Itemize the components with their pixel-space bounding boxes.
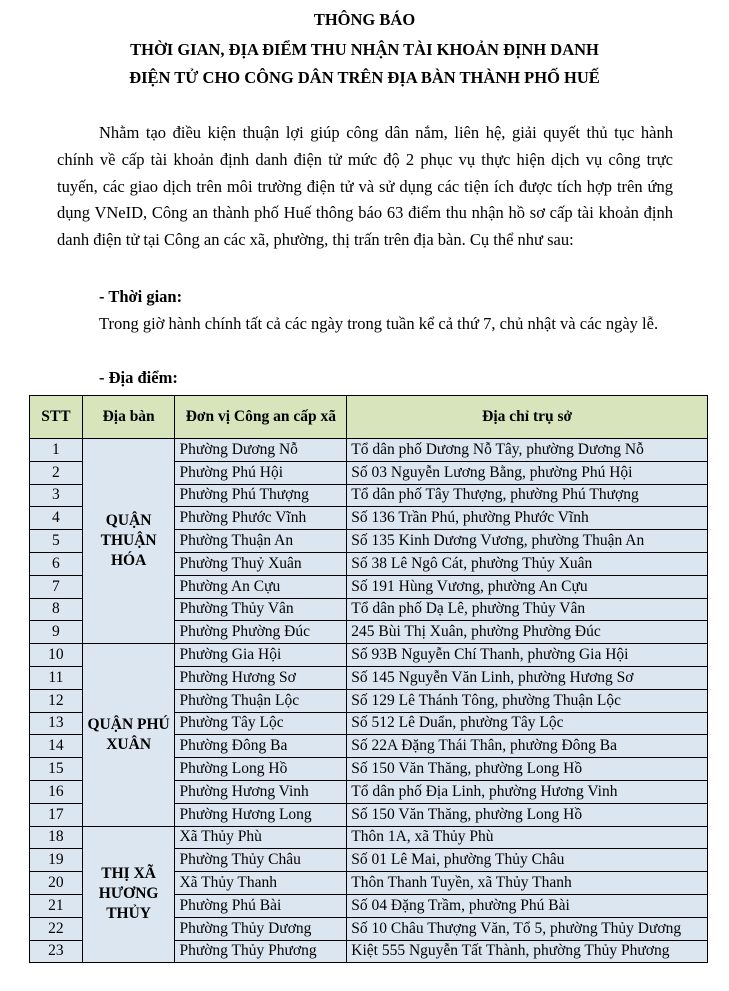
row-stt: 14 bbox=[30, 735, 83, 758]
row-unit: Phường Hương Sơ bbox=[175, 666, 347, 689]
row-unit: Phường An Cựu bbox=[175, 575, 347, 598]
time-label: - Thời gian: bbox=[99, 287, 183, 306]
row-stt: 17 bbox=[30, 803, 83, 826]
row-address: Tổ dân phố Dương Nỗ Tây, phường Dương Nỗ bbox=[347, 439, 708, 462]
row-unit: Phường Dương Nỗ bbox=[175, 439, 347, 462]
row-stt: 4 bbox=[30, 507, 83, 530]
row-stt: 16 bbox=[30, 780, 83, 803]
doc-title: THÔNG BÁO bbox=[313, 10, 416, 29]
row-stt: 22 bbox=[30, 917, 83, 940]
row-address: Tổ dân phố Tây Thượng, phường Phú Thượng bbox=[347, 484, 708, 507]
row-district: THỊ XÃ HƯƠNG THỦY bbox=[82, 826, 175, 963]
row-district: QUẬN THUẬN HÓA bbox=[82, 439, 175, 644]
row-unit: Phường Hương Vinh bbox=[175, 780, 347, 803]
row-stt: 8 bbox=[30, 598, 83, 621]
row-address: Tổ dân phố Địa Linh, phường Hương Vinh bbox=[347, 780, 708, 803]
row-unit: Phường Thủy Vân bbox=[175, 598, 347, 621]
row-stt: 10 bbox=[30, 644, 83, 667]
time-text: Trong giờ hành chính tất cả các ngày trong tuần kể cả thứ 7, chủ nhật và các ngày lễ. bbox=[99, 314, 659, 333]
table-row bbox=[30, 644, 708, 667]
row-unit: Xã Thủy Phù bbox=[175, 826, 347, 849]
row-stt: 6 bbox=[30, 552, 83, 575]
row-unit: Phường Thuỷ Xuân bbox=[175, 552, 347, 575]
row-stt: 18 bbox=[30, 826, 83, 849]
doc-subtitle-line2: ĐIỆN TỬ CHO CÔNG DÂN TRÊN ĐỊA BÀN THÀNH PHỐ HUẾ bbox=[129, 68, 600, 87]
row-stt: 13 bbox=[30, 712, 83, 735]
doc-subtitle-line1: THỜI GIAN, ĐỊA ĐIỂM THU NHẬN TÀI KHOẢN ĐỊNH DANH bbox=[130, 40, 599, 59]
row-unit: Phường Gia Hội bbox=[175, 644, 347, 667]
row-unit: Phường Thuận Lộc bbox=[175, 689, 347, 712]
row-stt: 11 bbox=[30, 666, 83, 689]
row-stt: 5 bbox=[30, 530, 83, 553]
row-unit: Phường Long Hồ bbox=[175, 758, 347, 781]
table-row bbox=[30, 826, 708, 849]
table-row bbox=[30, 439, 708, 462]
row-address: Thôn 1A, xã Thủy Phù bbox=[347, 826, 708, 849]
row-stt: 7 bbox=[30, 575, 83, 598]
row-stt: 2 bbox=[30, 461, 83, 484]
row-stt: 21 bbox=[30, 894, 83, 917]
row-unit: Phường Đông Ba bbox=[175, 735, 347, 758]
row-stt: 20 bbox=[30, 872, 83, 895]
row-address: Tổ dân phố Dạ Lê, phường Thủy Vân bbox=[347, 598, 708, 621]
row-unit: Phường Tây Lộc bbox=[175, 712, 347, 735]
row-unit: Phường Hương Long bbox=[175, 803, 347, 826]
row-stt: 3 bbox=[30, 484, 83, 507]
row-address: Số 129 Lê Thánh Tông, phường Thuận Lộc bbox=[347, 689, 708, 712]
row-address: Thôn Thanh Tuyền, xã Thủy Thanh bbox=[347, 872, 708, 895]
row-stt: 19 bbox=[30, 849, 83, 872]
row-unit: Phường Thủy Phương bbox=[175, 940, 347, 963]
row-address: Số 03 Nguyễn Lương Bằng, phường Phú Hội bbox=[347, 461, 708, 484]
row-unit: Phường Phú Thượng bbox=[175, 484, 347, 507]
row-stt: 1 bbox=[30, 439, 83, 462]
header-stt: STT bbox=[30, 396, 83, 439]
row-stt: 23 bbox=[30, 940, 83, 963]
intro-paragraph: Nhằm tạo điều kiện thuận lợi giúp công dân nắm, liên hệ, giải quyết thủ tục hành chính về cấp tài khoản định danh điện tử mức độ 2 phục vụ thực hiện dịch vụ công trực tuyến, các giao dịch trên môi trường điện tử và sử dụng các tiện ích được tích hợp trên ứng dụng VNeID, Công an thành phố Huế thông báo 63 điểm thu nhận hồ sơ cấp tài khoản định danh điện tử tại Công an các xã, phường, thị trấn trên địa bàn. Cụ thể như sau: bbox=[57, 123, 673, 250]
row-unit: Phường Phú Hội bbox=[175, 461, 347, 484]
row-unit: Phường Thủy Dương bbox=[175, 917, 347, 940]
row-address: Số 150 Văn Thăng, phường Long Hồ bbox=[347, 803, 708, 826]
row-unit: Phường Thủy Châu bbox=[175, 849, 347, 872]
row-unit: Xã Thủy Thanh bbox=[175, 872, 347, 895]
table-header-row bbox=[30, 396, 708, 439]
row-address: 245 Bùi Thị Xuân, phường Phường Đúc bbox=[347, 621, 708, 644]
row-address: Số 22A Đặng Thái Thân, phường Đông Ba bbox=[347, 735, 708, 758]
row-unit: Phường Phước Vĩnh bbox=[175, 507, 347, 530]
row-address: Số 93B Nguyễn Chí Thanh, phường Gia Hội bbox=[347, 644, 708, 667]
row-unit: Phường Phường Đúc bbox=[175, 621, 347, 644]
header-address: Địa chỉ trụ sở bbox=[347, 396, 708, 439]
row-address: Số 01 Lê Mai, phường Thủy Châu bbox=[347, 849, 708, 872]
row-unit: Phường Phú Bài bbox=[175, 894, 347, 917]
row-address: Số 04 Đặng Trầm, phường Phú Bài bbox=[347, 894, 708, 917]
row-address: Số 38 Lê Ngô Cát, phường Thủy Xuân bbox=[347, 552, 708, 575]
header-district: Địa bàn bbox=[82, 396, 175, 439]
row-address: Số 10 Châu Thượng Văn, Tổ 5, phường Thủy Dương bbox=[347, 917, 708, 940]
row-address: Số 136 Trần Phú, phường Phước Vĩnh bbox=[347, 507, 708, 530]
row-address: Số 512 Lê Duẩn, phường Tây Lộc bbox=[347, 712, 708, 735]
row-unit: Phường Thuận An bbox=[175, 530, 347, 553]
locations-table bbox=[29, 395, 708, 963]
row-stt: 15 bbox=[30, 758, 83, 781]
row-address: Số 150 Văn Thăng, phường Long Hồ bbox=[347, 758, 708, 781]
header-unit: Đơn vị Công an cấp xã bbox=[175, 396, 347, 439]
place-label: - Địa điểm: bbox=[99, 368, 178, 387]
row-address: Số 191 Hùng Vương, phường An Cựu bbox=[347, 575, 708, 598]
row-address: Kiệt 555 Nguyễn Tất Thành, phường Thủy Phương bbox=[347, 940, 708, 963]
row-address: Số 145 Nguyễn Văn Linh, phường Hương Sơ bbox=[347, 666, 708, 689]
row-district: QUẬN PHÚ XUÂN bbox=[82, 644, 175, 826]
row-stt: 12 bbox=[30, 689, 83, 712]
row-stt: 9 bbox=[30, 621, 83, 644]
row-address: Số 135 Kinh Dương Vương, phường Thuận An bbox=[347, 530, 708, 553]
